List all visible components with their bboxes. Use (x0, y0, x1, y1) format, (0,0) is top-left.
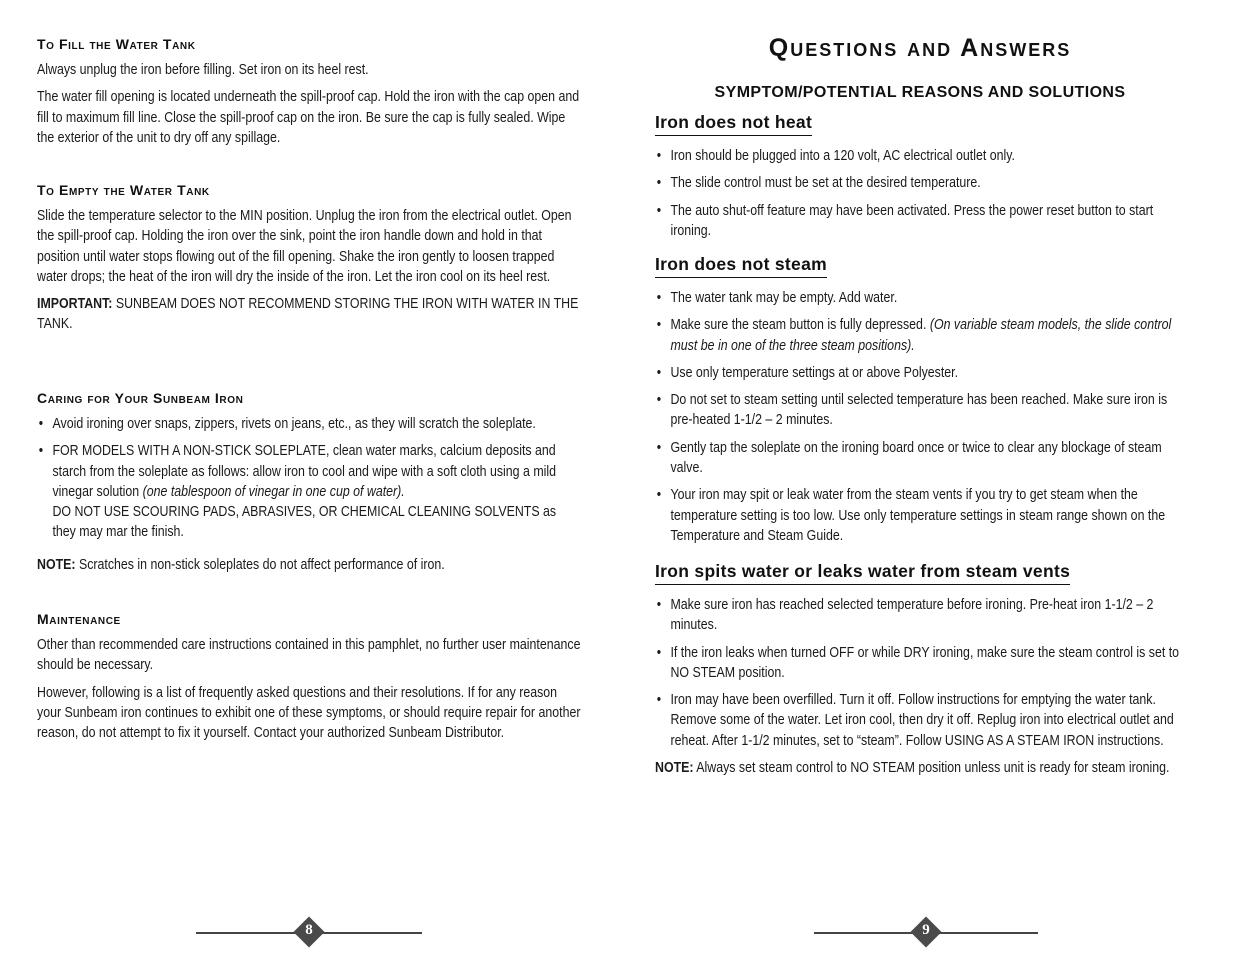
page-number-text: 8 (305, 922, 313, 938)
section-heading: To Empty the Water Tank (37, 182, 210, 198)
section-heading: Caring for Your Sunbeam Iron (37, 390, 244, 406)
paragraph: The water fill opening is located underneath the spill-proof cap. Hold the iron with the cap open and fill to maximum fill line. Close the spill-proof cap on the iron. Be sure the cap is fully sealed. Wipe the exterior of the unit to dry off any spillage. (37, 89, 580, 146)
note-paragraph (37, 555, 581, 575)
list-item: • If the iron leaks when turned OFF or while DRY ironing, make sure the steam control is set to NO STEAM position. (655, 643, 1184, 684)
list-item: • Use only temperature settings at or above Polyester. (655, 363, 1184, 383)
bullet-list (37, 414, 581, 543)
list-item-text: DO NOT USE SCOURING PADS, ABRASIVES, OR CHEMICAL CLEANING SOLVENTS as they may mar the finish. (52, 504, 557, 541)
symptom-heading: Iron spits water or leaks water from steam vents (655, 561, 1070, 585)
heat-section (655, 112, 1185, 248)
symptom-heading: Iron does not heat (655, 112, 812, 136)
page-title: Questions and Answers (768, 34, 1072, 62)
note-text: Always set steam control to NO STEAM position unless unit is ready for steam ironing. (693, 760, 1170, 777)
important-paragraph (37, 294, 581, 335)
bullet-list (655, 595, 1184, 751)
important-label: IMPORTANT: (37, 296, 113, 313)
list-item-text: Make sure the steam button is fully depressed. (670, 317, 930, 334)
paragraph: Slide the temperature selector to the MIN position. Unplug the iron from the electrical outlet. Open the spill-proof cap. Holding the iron over the sink, point the iron handle down and hold in that position until water stops flowing out of the fill opening. Shake the iron gently to loosen trapped water drops; the heat of the iron will dry the inside of the iron. Let the iron cool on its heel rest. (37, 208, 572, 285)
list-item-italic: (On variable steam models, the slide control must be in one of the three steam positions). (670, 317, 1172, 354)
list-item: • Your iron may spit or leak water from the steam vents if you try to get steam when the temperature setting is too low. Use only temperature settings in steam range shown on the Temperature and Steam Guide. (655, 485, 1184, 546)
maintenance-section (37, 611, 582, 750)
list-item (37, 441, 581, 542)
symptom-heading: Iron does not steam (655, 254, 827, 278)
list-item: • The water tank may be empty. Add water. (655, 288, 1184, 308)
page-number-right (814, 918, 1038, 948)
section-heading: To Fill the Water Tank (37, 36, 196, 52)
section-heading: Maintenance (37, 611, 121, 627)
page-number-left (196, 918, 422, 948)
fill-section (37, 36, 582, 155)
paragraph: However, following is a list of frequently asked questions and their resolutions. If for any reason your Sunbeam iron continues to exhibit one of these symptoms, or should require repair for another reason, do not attempt to fix it yourself. Contact your authorized Sunbeam Distributor. (37, 684, 581, 742)
page-subtitle: SYMPTOM/POTENTIAL REASONS AND SOLUTIONS (714, 84, 1126, 101)
list-item: • Do not set to steam setting until selected temperature has been reached. Make sure iron is pre-heated 1-1/2 – 2 minutes. (655, 390, 1184, 431)
page-number-text: 9 (922, 922, 930, 938)
bullet-list (655, 288, 1184, 546)
bullet-list (655, 146, 1184, 241)
empty-section (37, 182, 582, 342)
list-item (655, 315, 1184, 356)
list-item-text: FOR MODELS WITH A NON-STICK SOLEPLATE, clean water marks, calcium deposits and starch from the soleplate as follows: allow iron to cool and wipe with a soft cloth using a mild vinegar solution (52, 443, 557, 500)
paragraph: Always unplug the iron before filling. Set iron on its heel rest. (37, 62, 369, 78)
note-label: NOTE: (37, 556, 76, 573)
important-text: SUNBEAM DOES NOT RECOMMEND STORING THE IRON WITH WATER IN THE TANK. (37, 296, 579, 333)
note-label: NOTE: (655, 760, 694, 777)
list-item: • Make sure iron has reached selected temperature before ironing. Pre-heat iron 1-1/2 – 2 minutes. (655, 595, 1184, 636)
caring-section (37, 390, 582, 582)
list-item: • Iron may have been overfilled. Turn it off. Follow instructions for emptying the water tank. Remove some of the water. Let iron cool, then dry it off. Replug iron into electrical outlet and reheat. After 1-1/2 minutes, set to “steam”. Follow USING AS A STEAM IRON instructions. (655, 690, 1184, 751)
spits-section (655, 561, 1185, 785)
list-item: • Avoid ironing over snaps, zippers, rivets on jeans, etc., as they will scratch the soleplate. (37, 414, 581, 434)
list-item: • The auto shut-off feature may have been activated. Press the power reset button to start ironing. (655, 201, 1184, 242)
note-paragraph (655, 758, 1184, 778)
list-item: • Iron should be plugged into a 120 volt, AC electrical outlet only. (655, 146, 1184, 166)
note-text: Scratches in non-stick soleplates do not affect performance of iron. (75, 556, 445, 573)
paragraph: Other than recommended care instructions contained in this pamphlet, no further user maintenance should be necessary. (37, 637, 581, 674)
list-item: • Gently tap the soleplate on the ironing board once or twice to clear any blockage of steam valve. (655, 438, 1184, 479)
list-item: • The slide control must be set at the desired temperature. (655, 173, 1184, 193)
list-item-italic: (one tablespoon of vinegar in one cup of water). (142, 483, 405, 500)
steam-section (655, 254, 1185, 553)
